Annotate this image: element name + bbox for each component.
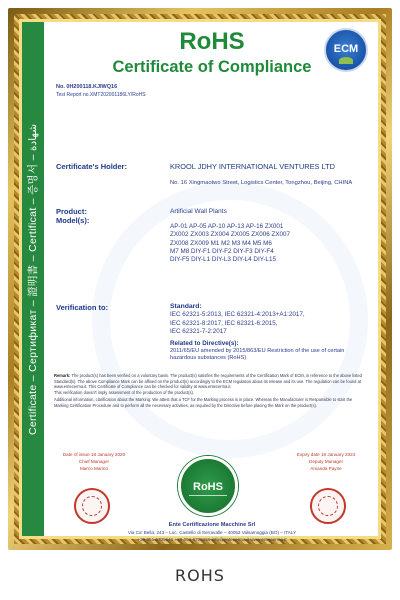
models-list [170, 223, 366, 264]
product-value: Artificial Wall Plants [170, 208, 227, 215]
standard-line: IEC 62321-8:2017, IEC 62321-6:2015, [170, 319, 278, 327]
ecm-logo-leaf-icon [339, 57, 353, 64]
deputy-title: Deputy Manager [309, 458, 343, 464]
models-line: AP-01 AP-05 AP-10 AP-13 AP-16 ZX001 [170, 223, 284, 230]
standard-line: IEC 62321-5:2013, IEC 62321-4:2013+A1:2017, [170, 311, 305, 319]
side-band-text: Certificate – Сертификат – 證明書 – Certificat – 증명서 – شهادة [27, 123, 40, 435]
remark-label: Remark: [54, 373, 71, 378]
certificate-number: No. 0H200118.KJIWQ16 [56, 84, 118, 90]
certificate-title: Certificate of Compliance [112, 58, 312, 76]
models-label: Model(s): [56, 216, 90, 225]
verification-label: Verification to: [56, 303, 109, 312]
standard-heading: Standard: [170, 303, 202, 310]
organization-contact: +39 051 6705141 +39 051 6705156 info@entecerma.it www.entecerma.it [137, 537, 287, 542]
issue-date: Date of issue 18 January 2020 [62, 452, 126, 457]
issue-block [54, 452, 134, 473]
holder-label: Certificate's Holder: [56, 162, 127, 171]
remark-block [54, 373, 366, 408]
ecm-logo-icon [324, 28, 368, 72]
chief-name: Marco Marino [79, 465, 109, 471]
ecm-logo-text: ECM [333, 43, 359, 55]
directive-text: 2011/65/EU amended by 2015/863/EU Restriction of the use of certain hazardous substances (RoHS) [170, 347, 345, 362]
remark-line2: This verification doesn't imply assessment of the production of the product(s). [54, 389, 195, 395]
directive-heading: Related to Directive(s): [170, 339, 239, 347]
stamp-right-icon [310, 488, 346, 524]
certificate-content [50, 22, 374, 542]
organization-address: Via Ca' Bella, 243 – Loc. Castello di Serravalle – 40053 Valsamoggia (BO) – ITALY [127, 530, 297, 535]
verification-block [170, 303, 364, 362]
stamp-left-icon [74, 488, 110, 524]
models-line: ZX002 ZX003 ZX004 ZX005 ZX006 ZX007 [170, 231, 291, 239]
rohs-seal-icon [178, 456, 238, 516]
models-line: DIY-F5 DIY-L1 DIY-L3 DIY-L4 DIY-L15 [170, 256, 276, 264]
holder-name: KROOL JDHY INTERNATIONAL VENTURES LTD [170, 162, 335, 171]
frame-inner-border [19, 19, 381, 542]
rohs-title: RoHS [179, 28, 245, 55]
additional-info: Additional information, clarification about the Marking: We attest that a TCF for the Marking process is in place. Whereas the Manufacturer is Responsible to start the Marking Certification Procedure and to perform all the necessary activities, as required by the Directive before placing the Mark on the product(s). [54, 397, 353, 408]
side-band-text-wrap [22, 22, 44, 536]
organization-name: Ente Certificazione Macchine Srl [168, 522, 256, 528]
certificate-frame [8, 8, 392, 550]
models-line: M7 M8 DIY-F1 DIY-F2 DIY-F3 DIY-F4 [170, 247, 274, 255]
image-caption: ROHS [175, 566, 225, 585]
product-label: Product: [56, 207, 87, 216]
test-report-number: Test Report no.XMT202001186LY/RoHS [56, 92, 146, 98]
expiry-date: Expiry date 18 January 2024 [296, 452, 356, 457]
standard-line: IEC 62321-7-2:2017 [170, 328, 227, 336]
chief-title: Chief Manager [78, 458, 110, 464]
holder-address: No. 16 Xingmaotwo Street, Logistics Center, Tongzhou, Beijing, CHINA [170, 180, 353, 186]
remark-paragraph [54, 373, 366, 390]
models-line: ZX008 ZX009 M1 M2 M3 M4 M5 M6 [170, 239, 272, 247]
deputy-name: Amanda Payne [310, 465, 342, 471]
certificate-paper [22, 22, 378, 542]
remark-text: The product(s) has been verified on a voluntary basis. The product(s) satisfies the requirements of the Certification Mark of ECM, in reference to the above listed Standard(s). The above Compliance Mark can be affixed on the product(s) accordingly to the ECM regulation about its release and its use. The regulation can be found at www.entecerma.it. This Certificate of Compliance can be checked for validity at www.entecerma.it [54, 373, 362, 390]
frame-ornament [14, 14, 386, 544]
rohs-seal-line [189, 495, 227, 501]
rohs-seal-text: RoHS [193, 481, 223, 493]
expiry-block [286, 452, 366, 473]
